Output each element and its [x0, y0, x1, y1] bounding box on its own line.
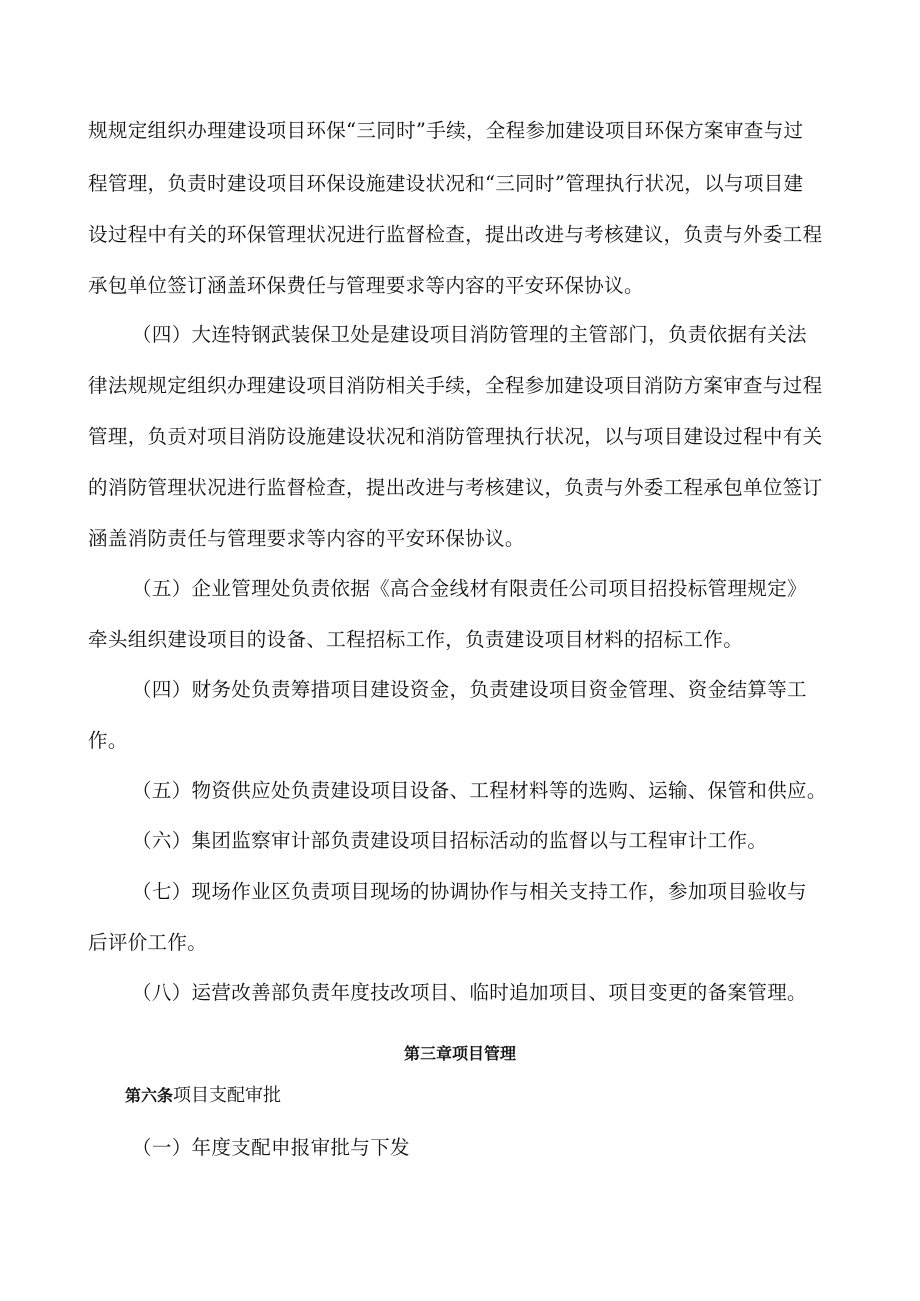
paragraph-line: （八）运营改善部负责年度技改项目、临时追加项目、项目变更的备案管理。	[132, 981, 807, 1004]
paragraph-line: 承包单位签订涵盖环保费任与管理要求等内容的平安环保协议。	[88, 274, 644, 297]
paragraph-line: （五）企业管理处负责依据《高合金线材有限责任公司项目招投标管理规定》	[132, 577, 807, 600]
sub-item-line: （一）年度支配申报审批与下发	[132, 1136, 410, 1159]
paragraph-line: （七）现场作业区负责项目现场的协调协作与相关支持工作，参加项目验收与	[132, 880, 807, 903]
paragraph-line: （四）财务处负责筹措项目建设资金，负责建设项目资金管理、资金结算等工	[132, 678, 807, 701]
paragraph-line: （五）物资供应处负责建设项目设备、工程材料等的选购、运输、保管和供应。	[132, 779, 827, 802]
paragraph-line: 律法规规定组织办理建设项目消防相关手续，全程参加建设项目消防方案审查与过程	[88, 374, 823, 397]
paragraph-line: （四）大连特钢武装保卫处是建设项目消防管理的主管部门，负责依据有关法	[132, 323, 807, 346]
chapter-heading: 第三章项目管理	[403, 1044, 516, 1063]
paragraph-line: 牵头组织建设项目的设备、工程招标工作，负责建设项目材料的招标工作。	[88, 628, 744, 651]
paragraph-line: 涵盖消防责任与管理要求等内容的平安环保协议。	[88, 527, 525, 550]
paragraph-line: 作。	[88, 729, 128, 752]
article-heading	[125, 1084, 281, 1108]
paragraph-line: 设过程中有关的环保管理状况进行监督检查，提出改进与考核建议，负责与外委工程	[88, 223, 823, 246]
paragraph-line: 后评价工作。	[88, 931, 208, 954]
article-number: 第六条	[125, 1086, 174, 1105]
paragraph-line: 的消防管理状况进行监督检查，提出改进与考核建议，负责与外委工程承包单位签订	[88, 476, 823, 499]
paragraph-line: 规规定组织办理建设项目环保“三同时”手续，全程参加建设项目环保方案审查与过	[88, 119, 804, 142]
article-title: 项目支配审批	[173, 1085, 282, 1106]
paragraph-line: 管理，负贡对项目消防设施建设状况和消防管理执行状况，以与项目建设过程中有关	[88, 425, 823, 448]
paragraph-line: 程管理，负责时建设项目环保设施建设状况和“三同时”管理执行状况，以与项目建	[88, 172, 804, 195]
paragraph-line: （六）集团监察审计部负责建设项目招标活动的监督以与工程审计工作。	[132, 829, 768, 852]
